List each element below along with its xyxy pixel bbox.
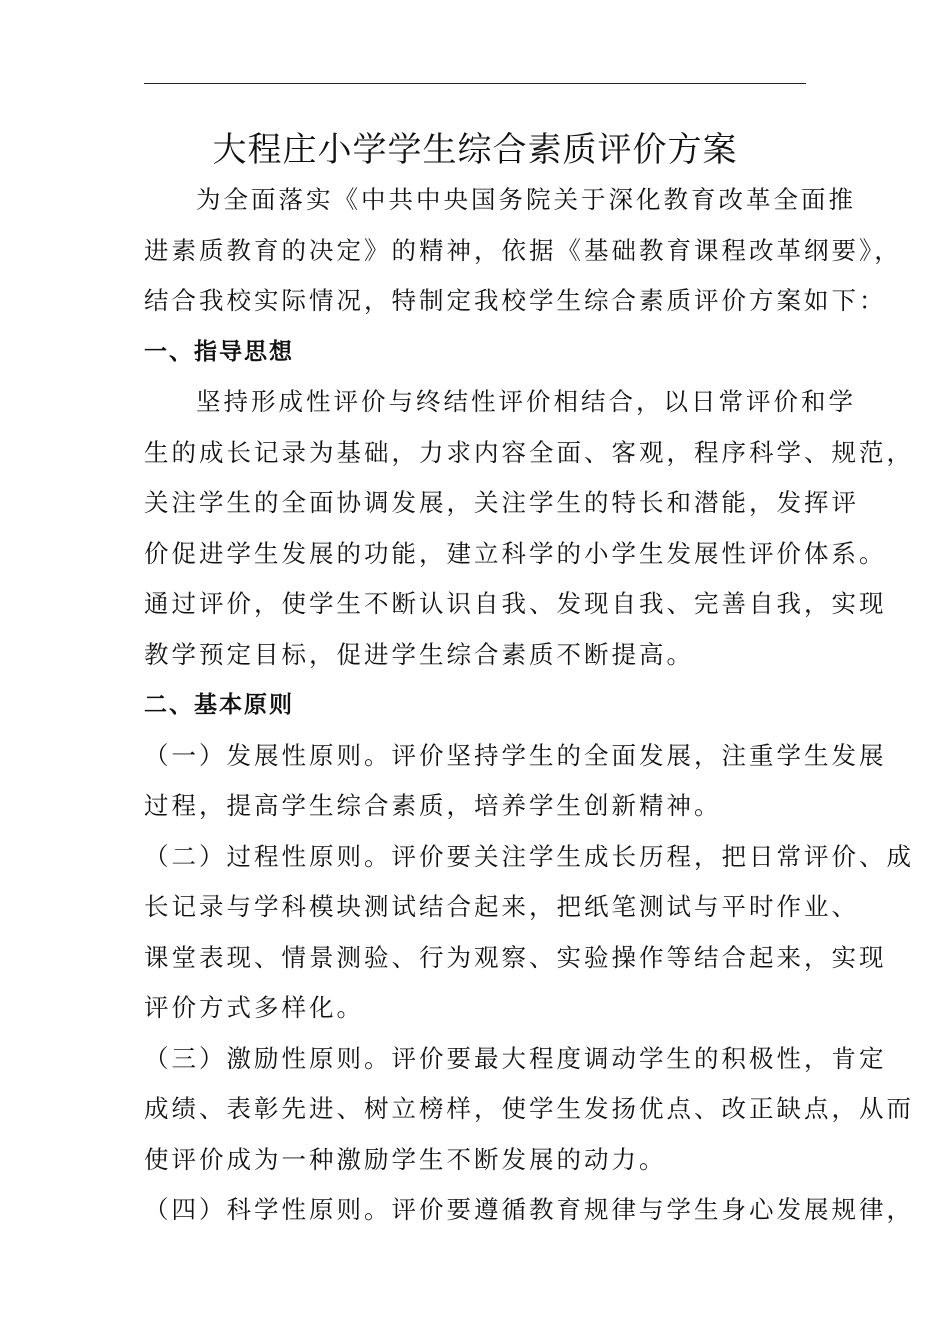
section-heading: 一、指导思想 — [144, 338, 294, 365]
body-line: 结合我校实际情况，特制定我校学生综合素质评价方案如下： — [144, 286, 887, 315]
body-line: 成绩、表彰先进、树立榜样，使学生发扬优点、改正缺点，从而 — [144, 1094, 914, 1123]
body-line: 教学预定目标，促进学生综合素质不断提高。 — [144, 639, 694, 669]
body-line: （一）发展性原则。评价坚持学生的全面发展，注重学生发展 — [144, 740, 887, 770]
body-line: 生的成长记录为基础，力求内容全面、客观，程序科学、规范， — [144, 437, 914, 467]
body-line: 课堂表现、情景测验、行为观察、实验操作等结合起来，实现 — [144, 942, 887, 972]
body-line: （二）过程性原则。评价要关注学生成长历程，把日常评价、成 — [144, 841, 914, 871]
body-line: 通过评价，使学生不断认识自我、发现自我、完善自我，实现 — [144, 589, 887, 618]
header-rule — [144, 83, 806, 84]
body-line: 长记录与学科模块测试结合起来，把纸笔测试与平时作业、 — [144, 892, 859, 921]
body-line: 评价方式多样化。 — [144, 993, 364, 1022]
body-line: 为全面落实《中共中央国务院关于深化教育改革全面推 — [196, 185, 856, 214]
body-line: 价促进学生发展的功能，建立科学的小学生发展性评价体系。 — [144, 538, 887, 568]
body-line: 坚持形成性评价与终结性评价相结合，以日常评价和学 — [196, 387, 856, 416]
body-line: （四）科学性原则。评价要遵循教育规律与学生身心发展规律， — [144, 1195, 914, 1224]
body-line: 使评价成为一种激励学生不断发展的动力。 — [144, 1144, 667, 1174]
document-title: 大程庄小学学生综合素质评价方案 — [212, 130, 738, 170]
section-heading: 二、基本原则 — [144, 692, 294, 718]
body-line: （三）激励性原则。评价要最大程度调动学生的积极性，肯定 — [144, 1043, 887, 1073]
document-body — [144, 178, 914, 1239]
body-line: 进素质教育的决定》的精神，依据《基础教育课程改革纲要》， — [144, 235, 902, 265]
body-line: 关注学生的全面协调发展，关注学生的特长和潜能，发挥评 — [144, 488, 859, 517]
body-line: 过程，提高学生综合素质，培养学生创新精神。 — [144, 791, 722, 820]
